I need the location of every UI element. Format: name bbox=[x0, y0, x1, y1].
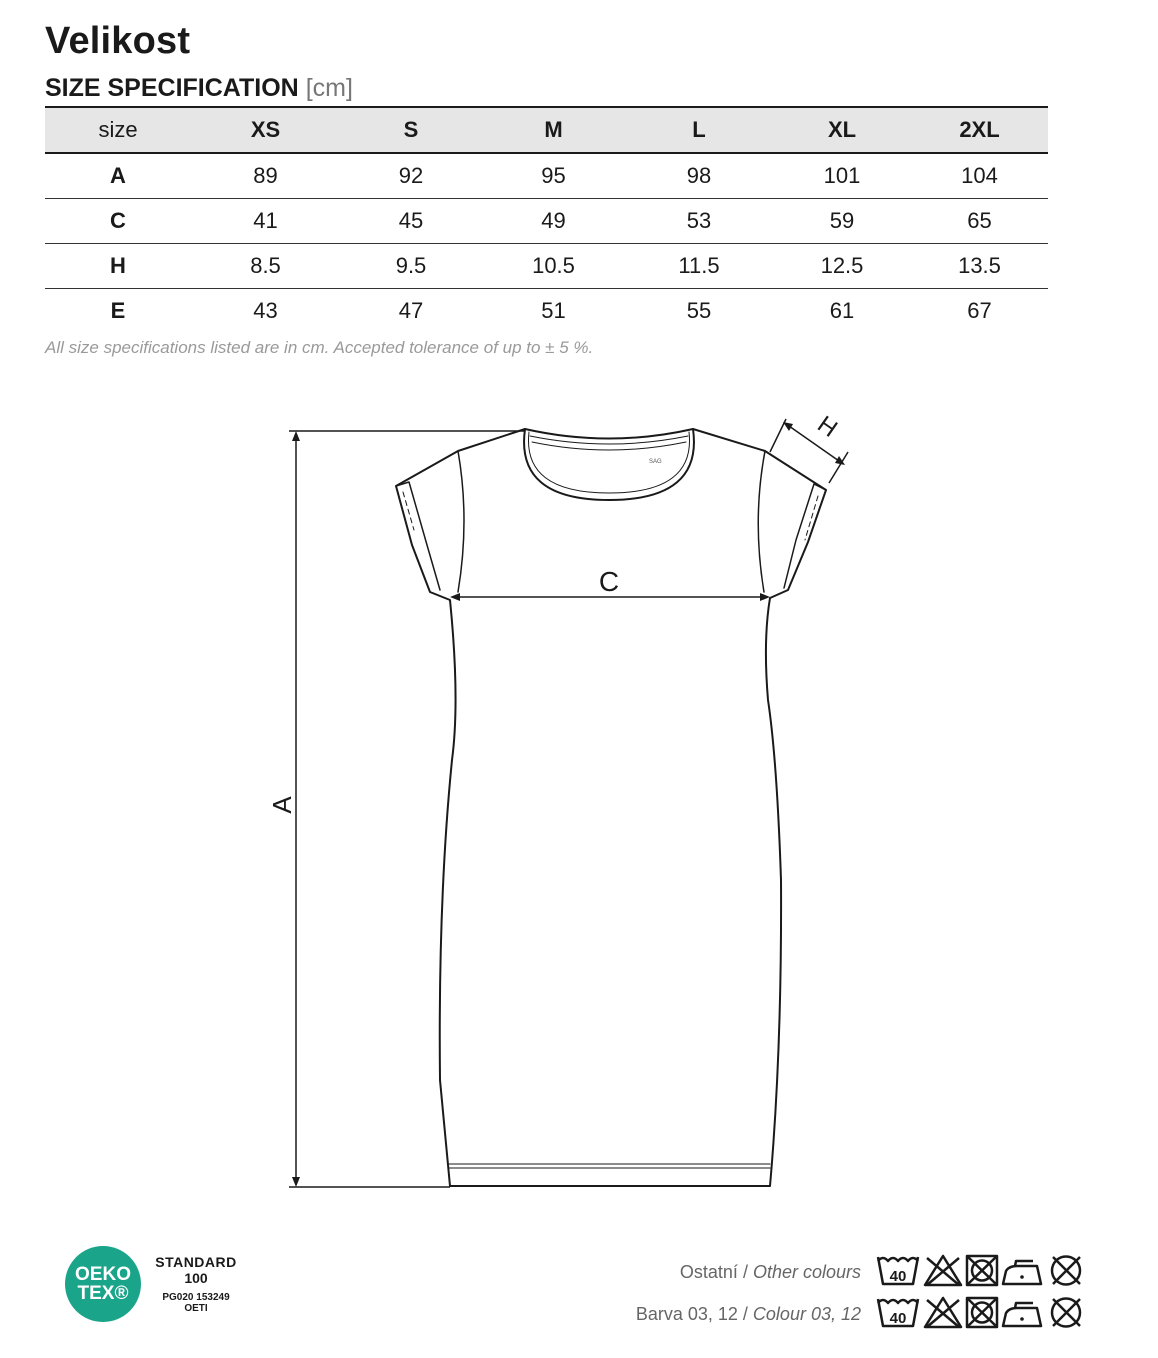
certificate-code: PG020 153249 bbox=[162, 1292, 230, 1303]
dress-outline bbox=[396, 429, 826, 1186]
oeko-tex-badge bbox=[65, 1246, 141, 1322]
care-symbols-row-1 bbox=[875, 1252, 1089, 1290]
table-cell: 61 bbox=[829, 298, 855, 323]
no-tumble-dry-icon bbox=[967, 1298, 997, 1327]
table-cell: 98 bbox=[625, 153, 773, 199]
table-cell: 12.5 bbox=[773, 244, 911, 289]
table-cell: 51 bbox=[541, 298, 566, 323]
row-label: E bbox=[110, 298, 126, 323]
table-cell: 10.5 bbox=[482, 244, 625, 289]
table-cell: 92 bbox=[340, 153, 482, 199]
column-header: XS bbox=[191, 107, 340, 153]
wash-40-icon bbox=[878, 1257, 918, 1285]
table-cell: 9.5 bbox=[340, 244, 482, 289]
column-header: S bbox=[340, 107, 482, 153]
iron-low-icon bbox=[1003, 1303, 1041, 1326]
table-cell: 47 bbox=[398, 298, 424, 323]
table-cell: 13.5 bbox=[911, 244, 1048, 289]
no-bleach-icon bbox=[925, 1298, 961, 1327]
measure-h-label: H bbox=[812, 410, 843, 443]
table-cell: 43 bbox=[253, 298, 278, 323]
table-cell: 101 bbox=[773, 153, 911, 199]
table-cell: 65 bbox=[911, 199, 1048, 244]
standard-info bbox=[150, 1254, 242, 1314]
row-label: H bbox=[45, 244, 191, 289]
page-title: Velikost bbox=[45, 20, 191, 62]
standard-label: STANDARD bbox=[155, 1254, 237, 1270]
care-symbols-row-2 bbox=[875, 1294, 1089, 1332]
tolerance-note: All size specifications listed are in cm. Accepted tolerance of up to ± 5 %. bbox=[45, 338, 594, 357]
table-cell: 49 bbox=[482, 199, 625, 244]
neckline bbox=[525, 429, 693, 439]
svg-text:40: 40 bbox=[889, 1268, 907, 1285]
column-header: size bbox=[45, 107, 191, 153]
care-label-other: Ostatní / Other colours bbox=[679, 1262, 861, 1282]
wash-40-icon bbox=[878, 1299, 918, 1327]
certificate-institute: OETI bbox=[184, 1303, 208, 1314]
no-dry-clean-icon bbox=[1052, 1257, 1080, 1285]
subtitle-text: SIZE SPECIFICATION bbox=[45, 74, 299, 102]
measure-c-label: C bbox=[598, 566, 620, 597]
standard-number: 100 bbox=[184, 1270, 208, 1286]
row-label: C bbox=[45, 199, 191, 244]
svg-text:40: 40 bbox=[889, 1310, 907, 1327]
badge-line-1: OEKO bbox=[75, 1264, 131, 1285]
no-tumble-dry-icon bbox=[967, 1256, 997, 1285]
neck-tag: SAG bbox=[649, 459, 662, 465]
care-label-colour: Barva 03, 12 / Colour 03, 12 bbox=[635, 1304, 861, 1324]
table-cell: 55 bbox=[686, 298, 712, 323]
table-cell: 45 bbox=[340, 199, 482, 244]
column-header: L bbox=[625, 107, 773, 153]
iron-low-icon bbox=[1003, 1261, 1041, 1284]
left-sleeve-seam bbox=[458, 451, 464, 592]
table-cell: 11.5 bbox=[625, 244, 773, 289]
no-bleach-icon bbox=[925, 1256, 961, 1285]
table-cell: 89 bbox=[191, 153, 340, 199]
table-cell: 59 bbox=[773, 199, 911, 244]
table-cell: 95 bbox=[482, 153, 625, 199]
table-cell: 67 bbox=[967, 298, 992, 323]
badge-line-2: TEX® bbox=[77, 1283, 129, 1304]
subtitle-unit: [cm] bbox=[305, 74, 353, 102]
row-label: A bbox=[45, 153, 191, 199]
no-dry-clean-icon bbox=[1052, 1299, 1080, 1327]
table-cell: 41 bbox=[191, 199, 340, 244]
table-cell: 104 bbox=[911, 153, 1048, 199]
table-cell: 8.5 bbox=[191, 244, 340, 289]
table-cell: 53 bbox=[625, 199, 773, 244]
column-header: M bbox=[482, 107, 625, 153]
right-sleeve-seam bbox=[758, 451, 765, 592]
column-header: XL bbox=[773, 107, 911, 153]
column-header: 2XL bbox=[911, 107, 1048, 153]
measure-a-label: A bbox=[267, 796, 297, 814]
